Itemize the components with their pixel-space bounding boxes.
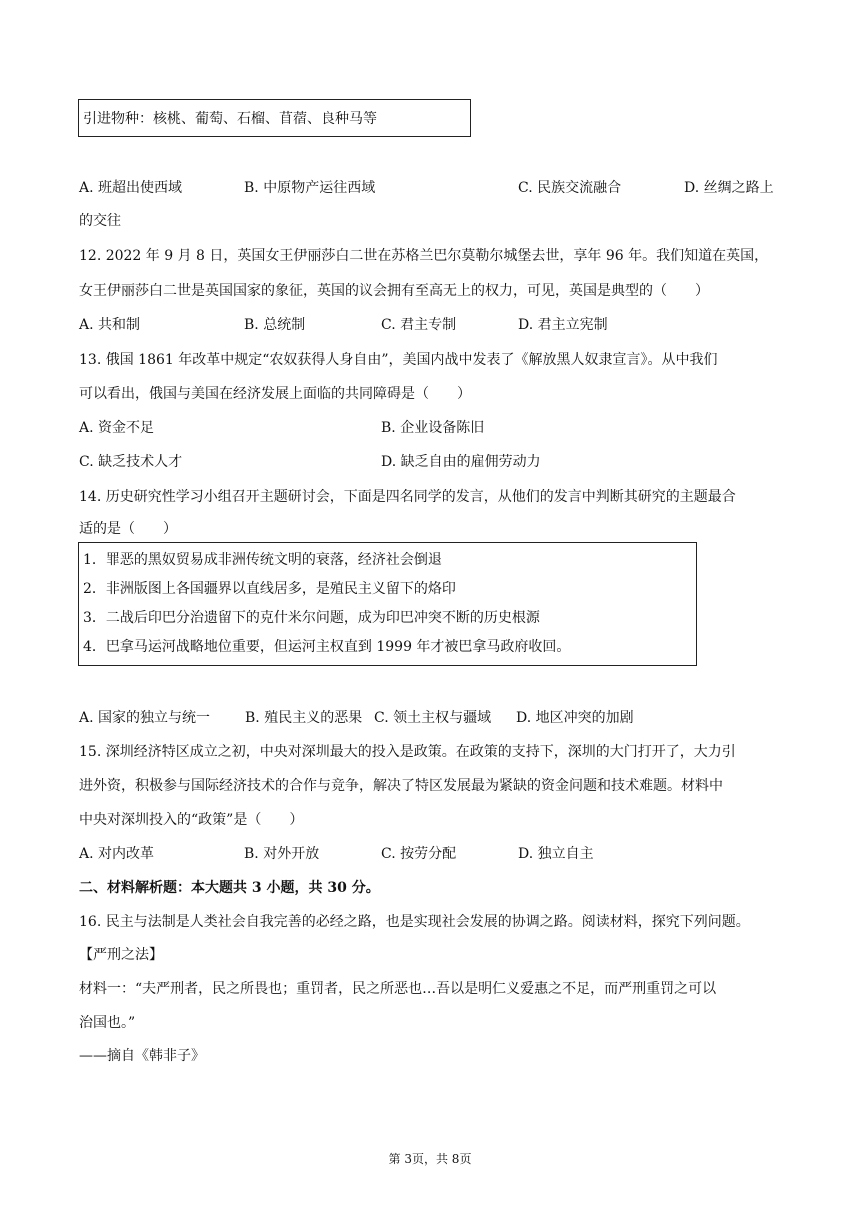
q14-option-b[interactable]: B. 殖民主义的恶果 [245,710,363,726]
q11-option-d-wrap: 的交往 [79,213,121,229]
q15-option-a[interactable]: A. 对内改革 [79,846,155,862]
q16-subheading: 【严刑之法】 [79,947,163,963]
q15-stem-line3: 中央对深圳投入的“政策”是（ ） [79,812,304,828]
q16-material1-line2: 治国也。” [79,1015,136,1031]
q14-stem-line2: 适的是（ ） [79,521,177,537]
q13-option-b[interactable]: B. 企业设备陈旧 [381,420,485,436]
q14-stem-line1: 14. 历史研究性学习小组召开主题研讨会，下面是四名同学的发言，从他们的发言中判断其研究的主题最合 [79,489,736,505]
q13-option-a[interactable]: A. 资金不足 [79,420,155,436]
page-footer: 第 3页，共 8页 [388,1152,472,1166]
q16-material1-line1: 材料一：“夫严刑者，民之所畏也；重罚者，民之所恶也…吾以是明仁义爱惠之不足，而严刑重罚之可以 [79,981,717,997]
q12-stem-line1: 12. 2022 年 9 月 8 日，英国女王伊丽莎白二世在苏格兰巴尔莫勒尔城堡去世，享年 96 年。我们知道在英国， [79,248,769,264]
q11-option-b[interactable]: B. 中原物产运往西域 [244,180,376,196]
q15-option-c[interactable]: C. 按劳分配 [381,846,457,862]
q14-statement-2: 2．非洲版图上各国疆界以直线居多，是殖民主义留下的烙印 [83,581,456,597]
q12-option-a[interactable]: A. 共和制 [79,317,141,333]
q15-option-b[interactable]: B. 对外开放 [244,846,320,862]
q15-option-d[interactable]: D. 独立自主 [518,846,594,862]
q11-option-a[interactable]: A. 班超出使西域 [79,180,183,196]
q13-option-d[interactable]: D. 缺乏自由的雇佣劳动力 [381,454,541,470]
q11-option-c[interactable]: C. 民族交流融合 [518,180,622,196]
q14-option-d[interactable]: D. 地区冲突的加剧 [516,710,634,726]
q12-option-c[interactable]: C. 君主专制 [381,317,457,333]
section-2-heading: 二、材料解析题：本大题共 3 小题，共 30 分。 [79,880,380,896]
q13-stem-line2: 可以看出，俄国与美国在经济发展上面临的共同障碍是（ ） [79,386,471,402]
q12-option-d[interactable]: D. 君主立宪制 [518,317,608,333]
q14-material-box [78,542,697,666]
q14-statement-1: 1．罪恶的黑奴贸易成非洲传统文明的衰落，经济社会倒退 [83,552,442,568]
q11-material-box [78,99,471,137]
q13-option-c[interactable]: C. 缺乏技术人才 [79,454,183,470]
q13-stem-line1: 13. 俄国 1861 年改革中规定“农奴获得人身自由”，美国内战中发表了《解放黑人奴隶宣言》。从中我们 [79,352,718,368]
q12-stem-line2: 女王伊丽莎白二世是英国国家的象征，英国的议会拥有至高无上的权力，可见，英国是典型的（ ） [79,283,709,299]
q16-material1-source: ——摘自《韩非子》 [79,1048,205,1064]
q11-material-text: 引进物种：核桃、葡萄、石榴、苜蓿、良种马等 [83,111,377,127]
q14-option-c[interactable]: C. 领土主权与疆域 [374,710,492,726]
q11-option-d[interactable]: D. 丝绸之路上 [684,180,774,196]
q12-option-b[interactable]: B. 总统制 [244,317,306,333]
q14-option-a[interactable]: A. 国家的独立与统一 [79,710,211,726]
q14-statement-4: 4．巴拿马运河战略地位重要，但运河主权直到 1999 年才被巴拿马政府收回。 [83,639,571,655]
q16-stem-line1: 16. 民主与法制是人类社会自我完善的必经之路，也是实现社会发展的协调之路。阅读材料，探究下列问题。 [79,914,750,930]
q14-statement-3: 3．二战后印巴分治遗留下的克什米尔问题，成为印巴冲突不断的历史根源 [83,610,540,626]
q15-stem-line2: 进外资，积极参与国际经济技术的合作与竞争，解决了特区发展最为紧缺的资金问题和技术难题。材料中 [79,778,723,794]
q15-stem-line1: 15. 深圳经济特区成立之初，中央对深圳最大的投入是政策。在政策的支持下，深圳的大门打开了，大力引 [79,744,736,760]
